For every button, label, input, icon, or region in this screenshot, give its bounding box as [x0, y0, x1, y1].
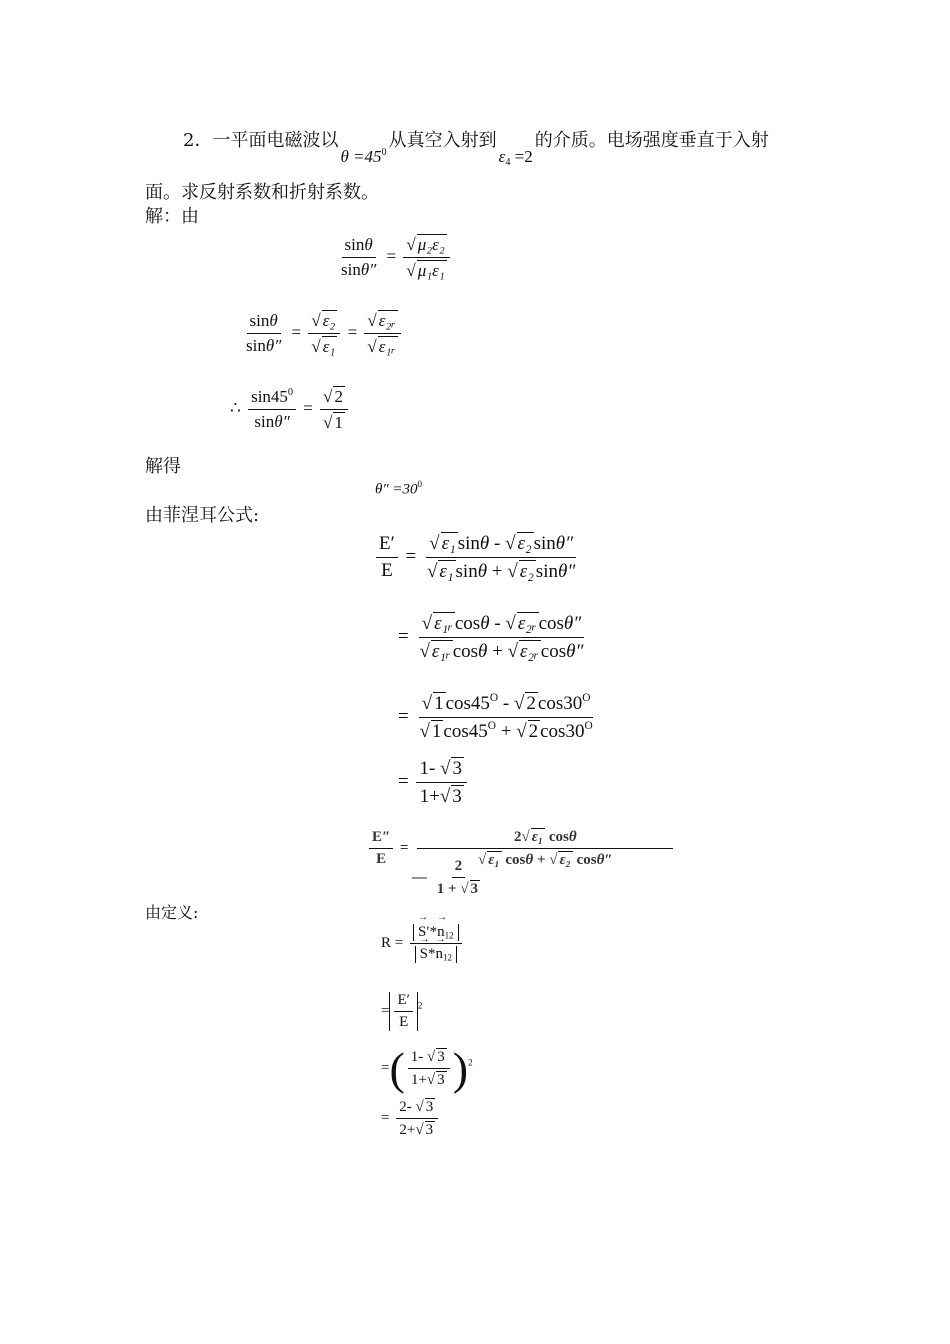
equation-R-step3: =( $\frac{1- √ 3}{1+√ 3}$ )$^2$ [381, 1043, 473, 1094]
problem-number: 2． [183, 130, 213, 151]
problem-line-1 [183, 126, 769, 169]
equation-therefore: ∴ $\frac{\sin 45^0}{\sin\theta''}$ = $\frac{√ 2}{√ 1}$ [230, 386, 351, 433]
equation-R-step2: = $\frac{E'}{E}$ $^2$ [381, 992, 423, 1030]
fresnel-label: 由菲涅耳公式: [145, 505, 260, 526]
problem-text-a: 一平面电磁波以 [212, 130, 339, 151]
problem-line-2: 面。求反射系数和折射系数。 [145, 182, 379, 203]
solution-label: 解：由 [145, 206, 199, 227]
equation-snell-epsilon: $\frac{\sin\theta}{\sin\theta''}$ = $\frac{\text{√ ε₂}}{\text{√ ε₁}}$ = $\frac{\text{√ ε₂ᵣ}}{\text{√ ε₁ᵣ}}$ [240, 310, 404, 357]
problem-text-b: 从真空入射到 [388, 130, 497, 151]
solved-label: 解得 [145, 456, 181, 477]
condition-theta: $\theta =45^0$ [340, 146, 387, 166]
equation-snell-mu: $\frac{\sin\theta}{\sin\theta''}$ = $\frac{\text{√ μ₂ε₂}}{\text{√ μ₁ε₁}}$ [335, 234, 453, 281]
equation-fresnel-step2: = $\frac{\text{√ ε₁ᵣ cosθ - √ ε₂ᵣ cosθ″}}{\text{√ ε₁ᵣ cosθ + √ ε₂ᵣ cosθ″}}$ [398, 613, 584, 662]
condition-epsilon: $\varepsilon_4 =2$ [498, 147, 533, 169]
theta-result: $\theta'' =30^0$ [375, 479, 422, 498]
equation-R-result: = $\frac{2- √ 3}{2+√ 3}$ [381, 1098, 441, 1139]
equation-reflection-coefficient: R = $\frac{S' \to*n \to_{12}}{S \to*n \to_{12}}$ [381, 924, 465, 963]
equation-fresnel-step3: = $\frac{√ 1 \cos 45^O - √ 2 \cos 30^O}{√ 1 \cos 45^O + √ 2 \cos 30^O}$ [398, 692, 593, 742]
equation-fresnel-reflection: $\frac{E'}{E}$ = $\frac{\text{√ ε₁ sinθ - √ ε₂ sinθ″}}{\text{√ ε₁ sinθ + √ ε₂ sinθ″}}$ [373, 532, 581, 583]
problem-text-c: 的介质。电场强度垂直于入射 [534, 130, 769, 151]
equation-fresnel-transmission-result: — $\frac{2}{1 + √ 3}$ [412, 858, 479, 897]
definition-label: 由定义: [145, 903, 199, 922]
equation-fresnel-step4: = $\frac{1- √ 3}{1+√ 3}$ [398, 757, 470, 808]
equation-fresnel-transmission: $\frac{E''}{E}$ = $\frac{\text{2√ ε₁ cosθ}}{\text{√ ε₁ cosθ + √ ε₂ cosθ″}}$ [366, 828, 678, 869]
